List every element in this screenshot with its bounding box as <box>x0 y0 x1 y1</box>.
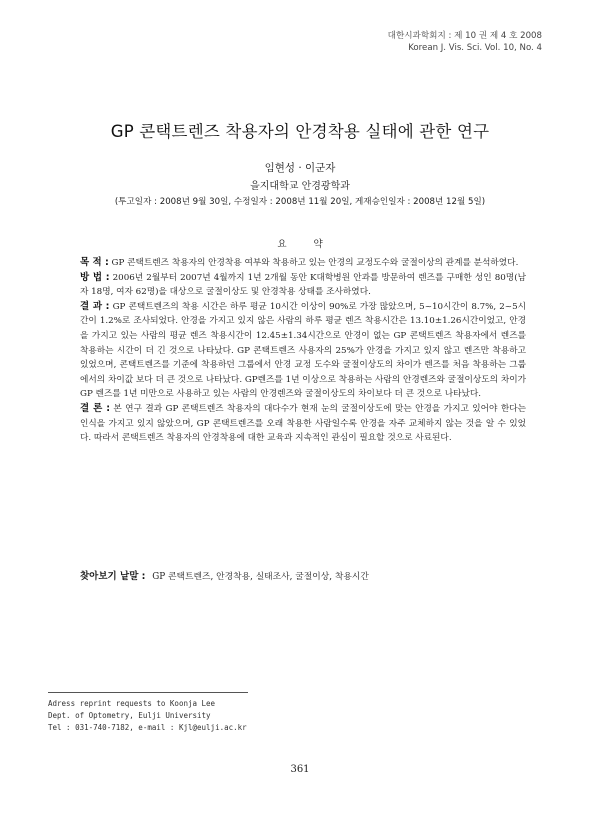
abstract-conclusion <box>80 402 526 446</box>
footnote-line-1: Adress reprint requests to Koonja Lee <box>48 699 216 708</box>
footnote-line-2: Dept. of Optometry, Eulji University <box>48 711 211 720</box>
footnote-line-3: Tel : 031-740-7182, e-mail : Kjl@eulji.ac.kr <box>48 723 247 732</box>
affiliation: 을지대학교 안경광학과 <box>250 181 350 192</box>
method-label: 방 법 : <box>80 271 110 283</box>
article-title: GP 콘택트렌즈 착용자의 안경착용 실태에 관한 연구 <box>110 122 490 141</box>
keywords-label: 찾아보기 낱말 : <box>80 571 146 582</box>
journal-citation-english: Korean J. Vis. Sci. Vol. 10, No. 4 <box>408 43 542 53</box>
result-label: 결 과 : <box>80 300 110 312</box>
keywords <box>80 568 526 582</box>
authors: 임현성 · 이군자 <box>264 162 336 174</box>
conclusion-text: 본 연구 결과 GP 콘택트렌즈 착용자의 대다수가 현재 눈의 굴절이상도에 맞는 안경을 가지고 있어야 한다는 인식을 가지고 있지 않았으며, GP 콘택트렌즈를 오래 착용한 사람일수록 안경을 자주 교체하지 않는 것을 알 수 있었다. 따라서 콘택트렌즈 착용자의 안경착용에 대한 교육과 지속적인 관심이 필요할 것으로 사료된다. <box>80 403 526 444</box>
purpose-label: 목 적 : <box>80 257 109 268</box>
page-number: 361 <box>290 764 310 775</box>
journal-citation-korean: 대한시과학회지 : 제 10 권 제 4 호 2008 <box>387 31 542 41</box>
journal-citation <box>388 30 542 54</box>
correspondence-footnote <box>48 698 247 734</box>
footnote-divider <box>48 692 248 693</box>
abstract-body <box>80 256 526 446</box>
abstract-heading: 요 약 <box>277 239 335 250</box>
method-text: 2006년 2월부터 2007년 4월까지 1년 2개월 동안 K대학병원 안과를 방문하여 렌즈를 구매한 성인 80명(남자 18명, 여자 62명)을 대상으로 굴절이상도 및 안경착용 상태를 조사하였다. <box>80 272 526 298</box>
purpose-text: GP 콘택트렌즈 착용자의 안경착용 여부와 착용하고 있는 안경의 교정도수와 굴절이상의 관계를 분석하였다. <box>111 258 519 268</box>
abstract-purpose <box>80 256 526 271</box>
abstract-method <box>80 271 526 300</box>
result-text: GP 콘택트렌즈의 착용 시간은 하루 평균 10시간 이상이 90%로 가장 많았으며, 5~10시간이 8.7%, 2~5시간이 1.2%로 조사되었다. 안경을 가지고 있지 않은 사람의 하루 평균 렌즈 착용시간은 13.10±1.26시간이었고, 안경을 가지고 있는 사람의 평균 렌즈 착용시간이 12.45±1.34시간으로 안경이 없는 GP 콘택트렌즈 착용자에서 렌즈를 착용하는 시간이 더 긴 것으로 나타났다. GP 콘택트렌즈 사용자의 25%가 안경을 가지고 있지 않고 렌즈만 착용하고 있었으며, 콘택트렌즈를 기준에 착용하던 그룹에서 안경 교정 도수와 굴절이상도의 차이가 렌즈를 처음 착용하는 그룹에서의 차이값 보다 더 큰 것으로 나타났다. GP렌즈를 1년 이상으로 착용하는 사람의 안경렌즈와 굴절이상도의 차이가 GP 렌즈를 1년 미만으로 사용하고 있는 사람의 안경렌즈와 굴절이상도의 차이보다 더 큰 것으로 나타났다. <box>80 301 526 400</box>
keywords-text: GP 콘택트렌즈, 안경착용, 실태조사, 굴절이상, 착용시간 <box>152 572 369 582</box>
conclusion-label: 결 론 : <box>80 402 111 414</box>
submission-dates: (투고일자 : 2008년 9월 30일, 수정일자 : 2008년 11월 20일, 게재승인일자 : 2008년 12월 5일) <box>114 197 486 207</box>
abstract-result <box>80 300 526 402</box>
